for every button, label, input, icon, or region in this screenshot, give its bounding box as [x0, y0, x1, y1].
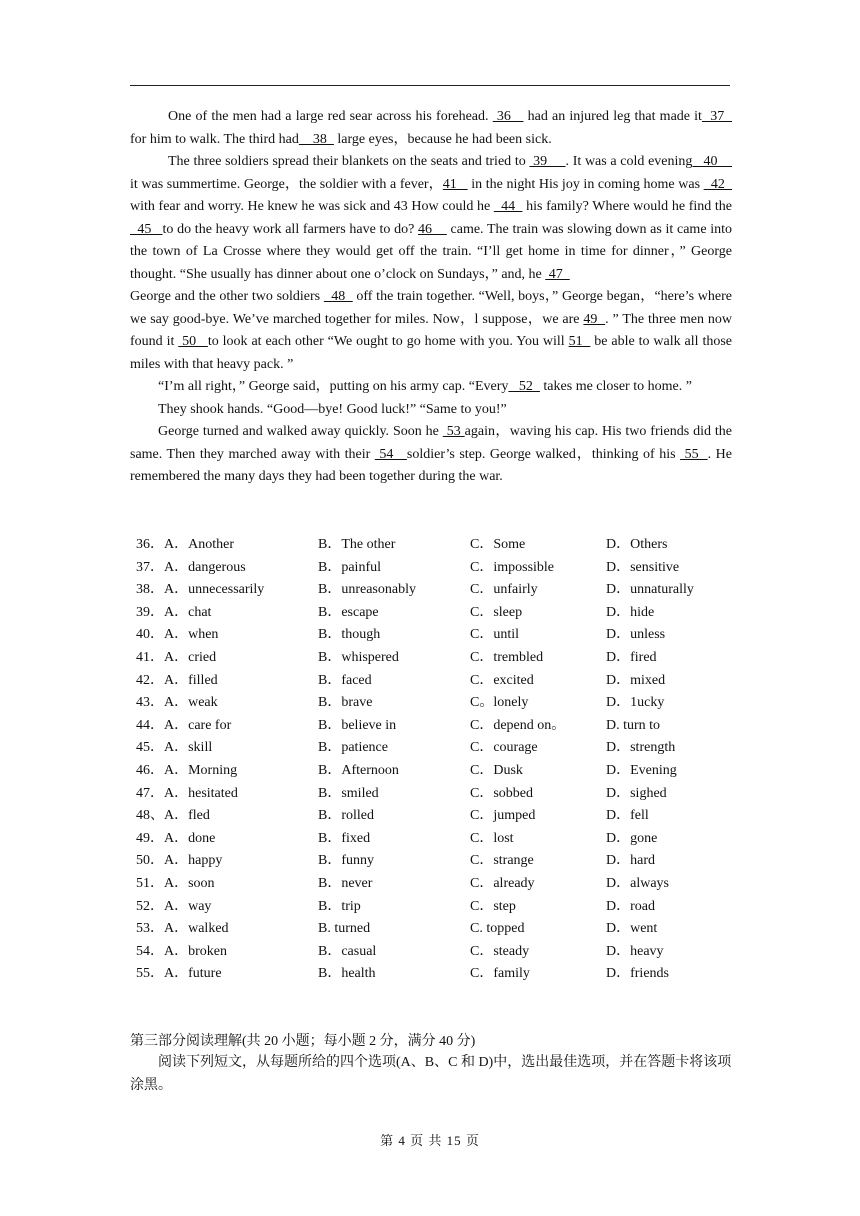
option-d: D．unless [606, 627, 666, 643]
option-d: D．went [606, 921, 658, 937]
option-c: C．strange [470, 853, 534, 869]
option-row [130, 850, 740, 873]
blank: 45 [130, 221, 163, 237]
blank: 42 [703, 176, 732, 192]
option-row [130, 624, 740, 647]
blank: 40 [692, 154, 733, 169]
option-a: 41．A．cried [136, 649, 217, 665]
blank: 49 [583, 311, 606, 327]
option-b: B．never [318, 875, 373, 891]
option-d: D．road [606, 898, 655, 914]
blank: 39 [529, 154, 566, 169]
passage-text: . ” The three men now found it [130, 311, 732, 349]
blank: 50 [178, 334, 208, 349]
option-b: B．faced [318, 672, 372, 688]
paragraph-2 [130, 151, 732, 286]
blank: 44 [493, 199, 523, 214]
option-b: B．The other [318, 537, 396, 552]
option-c: C．impossible [470, 559, 555, 575]
top-divider [130, 85, 730, 86]
option-d: D．Others [606, 537, 668, 552]
option-a: 54．A．broken [136, 943, 227, 959]
option-b: B．though [318, 627, 381, 643]
option-c: C．family [470, 966, 530, 982]
passage-text: off the train together. “Well, boys，” George began，“here’s where we say good-bye. We’ve marched together for miles. Now，l suppose，we are [130, 289, 733, 327]
option-a: 49．A．done [136, 830, 216, 846]
passage-text: One of the men had a large red sear across his forehead. [168, 109, 493, 124]
option-d: D．strength [606, 740, 676, 756]
blank: 37 [701, 109, 732, 124]
option-a: 48、A．fled [136, 808, 210, 824]
paragraph-5 [130, 399, 732, 422]
blank: 53 [442, 424, 465, 439]
option-b: B．fixed [318, 830, 371, 846]
option-row [130, 557, 740, 580]
passage-text: George and the other two soldiers [130, 289, 324, 304]
option-c: C．jumped [470, 808, 536, 824]
blank: 48 [323, 289, 353, 304]
blank: 47 [545, 266, 570, 282]
option-d: D．1ucky [606, 695, 665, 711]
option-a: 44．A．care for [136, 717, 232, 733]
option-row [130, 579, 740, 602]
passage-text: to do the heavy work all farmers have to do? [162, 221, 419, 237]
option-row [130, 828, 740, 851]
answer-options [130, 534, 740, 986]
option-d: D．sensitive [606, 559, 680, 575]
option-d: D．gone [606, 830, 658, 846]
passage-text: had an injured leg that made it [523, 109, 702, 124]
option-b: B．casual [318, 943, 377, 959]
passage-text: it was summertime. George，the soldier with a fever， [130, 176, 443, 192]
option-d: D．hide [606, 604, 655, 620]
passage-text: George turned and walked away quickly. Soon he [158, 424, 443, 439]
option-row [130, 896, 740, 919]
option-row [130, 737, 740, 760]
passage-text: in the night His joy in coming home was [467, 176, 704, 192]
blank: 38 [298, 131, 334, 147]
option-c: C．excited [470, 672, 534, 688]
option-a: 55．A．future [136, 966, 222, 982]
option-row [130, 873, 740, 896]
passage-text: “I’m all right，” George said，putting on his army cap. “Every [158, 379, 509, 394]
option-d: D．friends [606, 966, 669, 982]
option-row [130, 715, 740, 738]
option-c: C．sleep [470, 604, 523, 620]
option-d: D．fell [606, 808, 649, 824]
option-c: C．Some [470, 537, 526, 552]
blank: 36 [492, 109, 524, 124]
option-c: C．step [470, 898, 516, 914]
option-a: 47．A．hesitated [136, 785, 238, 801]
option-a: 36．A．Another [136, 537, 234, 552]
passage-text: with fear and worry. He knew he was sick and 43 How could he [130, 199, 494, 214]
blank: 52 [508, 379, 540, 394]
section-title: 第三部分阅读理解(共 20 小题；每小题 2 分，满分 40 分) [130, 1034, 476, 1049]
blank: 46 [418, 221, 447, 237]
option-b: B．trip [318, 898, 361, 914]
option-b: B．funny [318, 853, 374, 869]
option-b: B．patience [318, 740, 388, 756]
option-c: C．trembled [470, 649, 544, 665]
paragraph-6 [130, 421, 732, 489]
page-footer: 第 4 页 共 15 页 [380, 1133, 480, 1148]
option-c: C。lonely [470, 695, 529, 711]
option-row [130, 941, 740, 964]
option-c: C. topped [470, 921, 525, 937]
passage-text: . He remembered the many days they had been together during the war. [130, 446, 732, 484]
option-row [130, 963, 740, 986]
paragraph-3 [130, 286, 732, 376]
option-b: B．smiled [318, 785, 379, 801]
option-row [130, 760, 740, 783]
option-a: 39．A．chat [136, 604, 212, 620]
section-instruction: 阅读下列短文，从每题所给的四个选项(A、B、C 和 D)中，选出最佳选项，并在答题卡将该项涂黑。 [130, 1055, 732, 1093]
passage-text: . It was a cold evening [565, 154, 693, 169]
option-row [130, 805, 740, 828]
option-a: 52．A．way [136, 898, 212, 914]
option-d: D．heavy [606, 943, 664, 959]
paragraph-4 [130, 376, 732, 399]
option-d: D．always [606, 875, 669, 891]
option-b: B．Afternoon [318, 762, 399, 778]
option-c: C．unfairly [470, 582, 538, 598]
passage-text: takes me closer to home. ” [539, 379, 692, 394]
passage-text: soldier’s step. George walked，thinking of his [406, 446, 681, 462]
blank: 54 [374, 446, 407, 462]
blank: 51 [568, 334, 591, 349]
option-b: B. turned [318, 921, 371, 937]
option-b: B．health [318, 966, 376, 982]
option-b: B．believe in [318, 717, 397, 733]
passage-text: came. The train was slowing down as it came into the town of La Crosse where they would get off the train. “I’ll get home in time for dinner，” George thought. “She usually has dinner about one o’clock on Sundays，” and, he [130, 221, 733, 282]
passage-text: They shook hands. “Good—bye! Good luck!” “Same to you!” [158, 401, 507, 417]
option-d: D. turn to [606, 717, 661, 733]
option-b: B．unreasonably [318, 582, 416, 598]
option-row [130, 534, 740, 557]
blank: 41 [442, 176, 468, 192]
option-row [130, 670, 740, 693]
option-d: D．unnaturally [606, 582, 694, 598]
option-c: C．Dusk [470, 762, 523, 778]
option-a: 51．A．soon [136, 875, 215, 891]
option-b: B．painful [318, 559, 381, 575]
option-row [130, 918, 740, 941]
option-c: C．lost [470, 830, 514, 846]
blank: 55 [680, 446, 708, 462]
option-c: C．already [470, 875, 535, 891]
option-c: C．courage [470, 740, 538, 756]
option-a: 50．A．happy [136, 853, 223, 869]
option-d: D．sighed [606, 785, 667, 801]
option-a: 37．A．dangerous [136, 559, 246, 575]
option-a: 45．A．skill [136, 740, 213, 756]
option-b: B．brave [318, 695, 373, 711]
passage-text: to look at each other “We ought to go home with you. You will [207, 334, 569, 349]
option-a: 53．A．walked [136, 921, 229, 937]
option-a: 38．A．unnecessarily [136, 582, 265, 598]
option-c: C．until [470, 627, 520, 643]
option-d: D．hard [606, 853, 655, 869]
option-d: D．mixed [606, 672, 666, 688]
passage-text: large eyes，because he had been sick. [333, 131, 552, 147]
option-row [130, 692, 740, 715]
option-a: 42．A．filled [136, 672, 218, 688]
option-a: 40．A．when [136, 627, 219, 643]
option-b: B．escape [318, 604, 379, 620]
passage-text: again，waving his cap. His two friends did the same. Then they marched away with their [130, 424, 733, 462]
option-row [130, 783, 740, 806]
option-c: C．depend on。 [470, 717, 566, 733]
cloze-passage [130, 106, 732, 489]
option-b: B．rolled [318, 808, 374, 824]
passage-text: for him to walk. The third had [130, 131, 299, 147]
option-row [130, 602, 740, 625]
option-b: B．whispered [318, 649, 399, 665]
passage-text: The three soldiers spread their blankets on the seats and tried to [168, 154, 530, 169]
passage-text: his family? Where would he find the [522, 199, 732, 214]
option-c: C．steady [470, 943, 530, 959]
option-d: D．fired [606, 649, 657, 665]
option-d: D．Evening [606, 762, 677, 778]
option-a: 46．A．Morning [136, 762, 238, 778]
paragraph-1 [130, 106, 732, 151]
option-c: C．sobbed [470, 785, 533, 801]
passage-text: be able to walk all those miles with that heavy pack. ” [130, 334, 732, 372]
option-a: 43．A．weak [136, 695, 218, 711]
option-row [130, 647, 740, 670]
